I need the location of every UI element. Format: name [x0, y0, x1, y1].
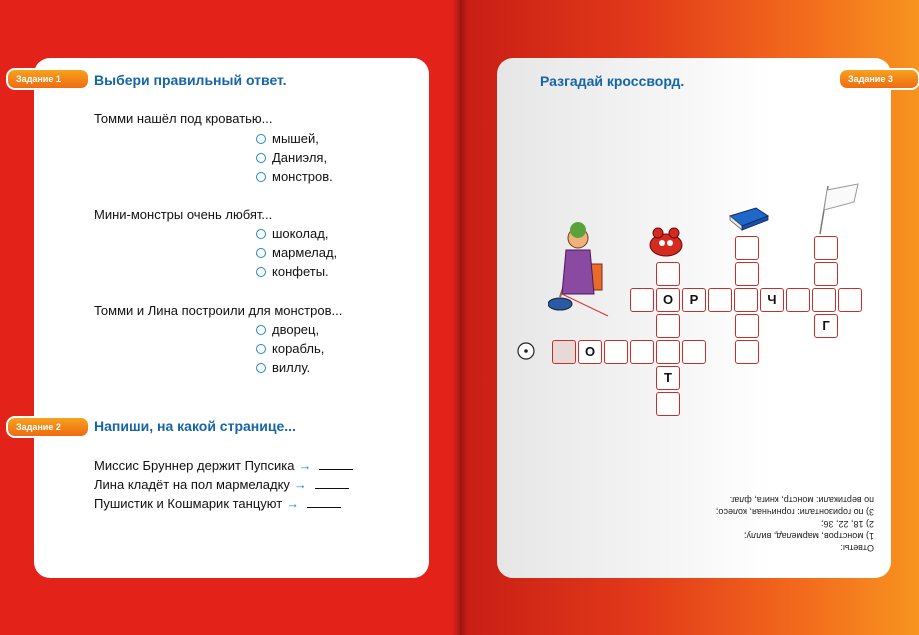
crossword-cell[interactable]	[708, 288, 732, 312]
answers-line-2: 2) 18, 22, 36;	[820, 519, 874, 529]
option-label: мышей,	[272, 131, 319, 146]
option-label: Даниэля,	[272, 150, 328, 165]
crossword-cell[interactable]	[552, 340, 576, 364]
book-gutter	[452, 0, 468, 635]
radio-circle-icon[interactable]	[256, 344, 266, 354]
crossword-cell[interactable]	[656, 340, 680, 364]
radio-circle-icon[interactable]	[256, 363, 266, 373]
crossword-cell[interactable]	[735, 262, 759, 286]
crossword-cell[interactable]	[656, 314, 680, 338]
answers-line-1: 1) монстров, мармелад, виллу;	[744, 531, 874, 541]
monster-icon	[646, 225, 686, 257]
question-2: Мини-монстры очень любят...	[94, 207, 273, 222]
crossword-cell[interactable]	[814, 262, 838, 286]
flag-icon	[810, 180, 864, 236]
crossword-cell[interactable]	[735, 340, 759, 364]
task3-heading: Разгадай кроссворд.	[540, 73, 685, 89]
arrow-right-icon: →	[293, 477, 307, 492]
option-label: шоколад,	[272, 226, 329, 241]
option-3-1[interactable]	[256, 322, 319, 337]
crossword-cell[interactable]	[838, 288, 862, 312]
crossword-cell[interactable]	[604, 340, 628, 364]
radio-circle-icon[interactable]	[256, 267, 266, 277]
crossword-cell[interactable]	[814, 236, 838, 260]
option-3-3[interactable]	[256, 360, 310, 375]
task1-heading: Выбери правильный ответ.	[94, 72, 287, 88]
crossword-cell[interactable]	[812, 288, 836, 312]
radio-circle-icon[interactable]	[256, 248, 266, 258]
wheel-icon	[517, 342, 535, 360]
crossword-cell[interactable]: Г	[814, 314, 838, 338]
radio-circle-icon[interactable]	[256, 325, 266, 335]
arrow-right-icon: →	[298, 458, 312, 473]
radio-circle-icon[interactable]	[256, 229, 266, 239]
crossword-cell[interactable]	[630, 288, 654, 312]
crossword-cell[interactable]: Т	[656, 366, 680, 390]
page-number-blank[interactable]	[315, 478, 349, 489]
arrow-right-icon: →	[286, 496, 300, 511]
question-3: Томми и Лина построили для монстров...	[94, 303, 343, 318]
option-label: виллу.	[272, 360, 311, 375]
option-1-2[interactable]	[256, 150, 327, 165]
crossword-cell[interactable]	[735, 314, 759, 338]
fill-row-label: Миссис Бруннер держит Пупсика	[94, 458, 295, 473]
option-label: монстров.	[272, 169, 333, 184]
answers-line-3: 3) по горизонтали: горничная, колесо;	[715, 507, 874, 517]
option-1-3[interactable]	[256, 169, 333, 184]
crossword-cell[interactable]	[735, 236, 759, 260]
option-label: дворец,	[272, 322, 320, 337]
option-label: конфеты.	[272, 264, 329, 279]
task3-tab: Задание 3	[838, 68, 919, 90]
option-3-2[interactable]	[256, 341, 324, 356]
radio-circle-icon[interactable]	[256, 153, 266, 163]
question-1: Томми нашёл под кроватью...	[94, 111, 273, 126]
crossword-cell[interactable]: О	[578, 340, 602, 364]
maid-icon	[548, 222, 614, 322]
fill-row-2	[94, 477, 349, 492]
crossword-cell[interactable]	[734, 288, 758, 312]
option-label: мармелад,	[272, 245, 338, 260]
fill-row-label: Лина кладёт на пол мармеладку	[94, 477, 290, 492]
option-1-1[interactable]	[256, 131, 319, 146]
task1-tab: Задание 1	[6, 68, 90, 90]
answers-line-4: по вертикали: монстр, книга, флаг.	[729, 495, 874, 505]
answers-title: Ответы:	[840, 543, 874, 553]
option-2-2[interactable]	[256, 245, 337, 260]
task2-tab: Задание 2	[6, 416, 90, 438]
crossword-cell[interactable]: Р	[682, 288, 706, 312]
crossword-cell[interactable]	[786, 288, 810, 312]
page-number-blank[interactable]	[319, 459, 353, 470]
crossword-cell[interactable]	[656, 262, 680, 286]
option-2-3[interactable]	[256, 264, 329, 279]
crossword-cell[interactable]	[682, 340, 706, 364]
radio-circle-icon[interactable]	[256, 172, 266, 182]
crossword-cell[interactable]: О	[656, 288, 680, 312]
fill-row-3	[94, 496, 341, 511]
answers-block	[684, 494, 874, 554]
radio-circle-icon[interactable]	[256, 134, 266, 144]
option-2-1[interactable]	[256, 226, 328, 241]
crossword-cell[interactable]	[630, 340, 654, 364]
crossword-cell[interactable]	[656, 392, 680, 416]
crossword-cell[interactable]: Ч	[760, 288, 784, 312]
book-icon	[726, 204, 770, 232]
task2-heading: Напиши, на какой странице...	[94, 418, 296, 434]
fill-row-label: Пушистик и Кошмарик танцуют	[94, 496, 283, 511]
option-label: корабль,	[272, 341, 325, 356]
fill-row-1	[94, 458, 353, 473]
page-number-blank[interactable]	[307, 497, 341, 508]
